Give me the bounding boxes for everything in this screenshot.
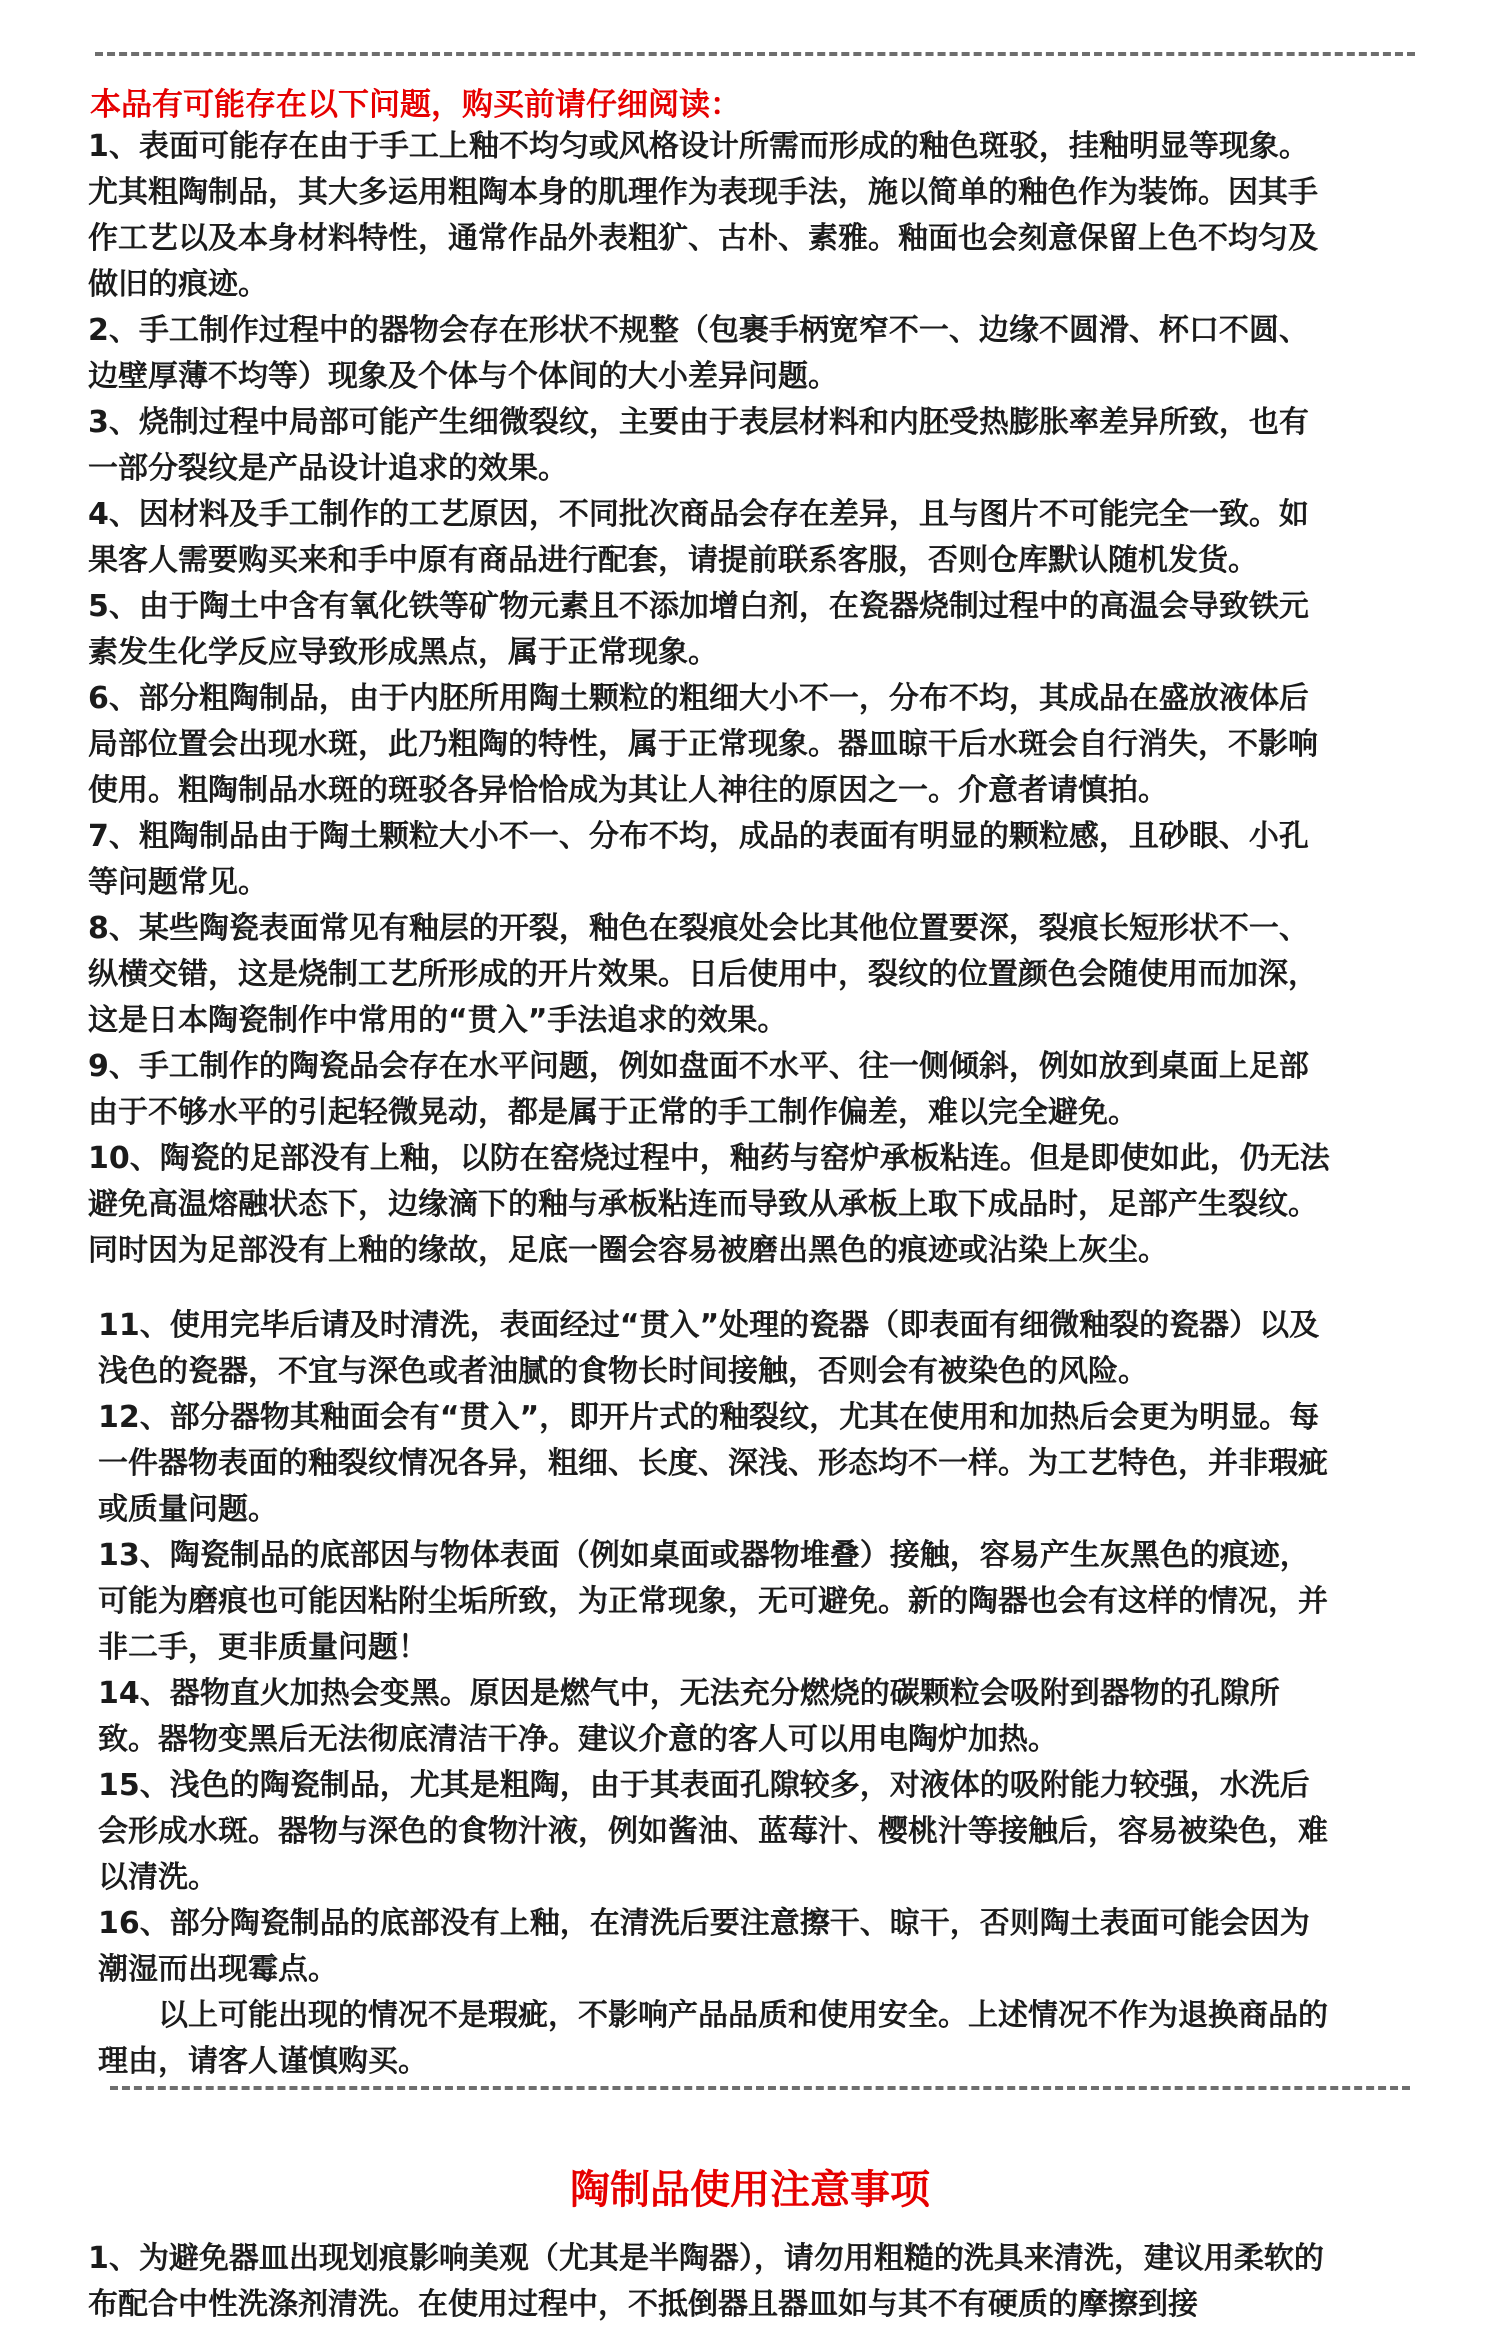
notice-items-part-two (98, 1303, 1338, 2085)
notice-item-9: 9、手工制作的陶瓷品会存在水平问题，例如盘面不水平、往一侧倾斜，例如放到桌面上足部由于不够水平的引起轻微晃动，都是属于正常的手工制作偏差，难以完全避免。 (88, 1049, 1309, 1130)
notice-item-2: 2、手工制作过程中的器物会存在形状不规整（包裹手柄宽窄不一、边缘不圆滑、杯口不圆、边壁厚薄不均等）现象及个体与个体间的大小差异问题。 (88, 313, 1309, 394)
notice-item-10: 10、陶瓷的足部没有上釉，以防在窑烧过程中，釉药与窑炉承板粘连。但是即使如此，仍无法避免高温熔融状态下，边缘滴下的釉与承板粘连而导致从承板上取下成品时，足部产生裂纹。同时因为足部没有上釉的缘故，足底一圈会容易被磨出黑色的痕迹或沾染上灰尘。 (88, 1141, 1330, 1268)
notice-item-1: 1、表面可能存在由于手工上釉不均匀或风格设计所需而形成的釉色斑驳，挂釉明显等现象。尤其粗陶制品，其大多运用粗陶本身的肌理作为表现手法，施以简单的釉色作为装饰。因其手作工艺以及本身材料特性，通常作品外表粗犷、古朴、素雅。釉面也会刻意保留上色不均匀及做旧的痕迹。 (88, 129, 1318, 302)
notice-item-3: 3、烧制过程中局部可能产生细微裂纹，主要由于表层材料和内胚受热膨胀率差异所致，也有一部分裂纹是产品设计追求的效果。 (88, 405, 1309, 486)
notice-heading: 本品有可能存在以下问题，购买前请仔细阅读： (90, 87, 741, 123)
notice-item-5: 5、由于陶土中含有氧化铁等矿物元素且不添加增白剂，在瓷器烧制过程中的高温会导致铁元素发生化学反应导致形成黑点，属于正常现象。 (88, 589, 1309, 670)
care-item-1: 1、为避免器皿出现划痕影响美观（尤其是半陶器），请勿用粗糙的洗具来清洗，建议用柔软的布配合中性洗涤剂清洗。在使用过程中，不抵倒器且器皿如与其不有硬质的摩擦到接 (88, 2241, 1324, 2322)
middle-divider (110, 2086, 1410, 2090)
notice-item-15: 15、浅色的陶瓷制品，尤其是粗陶，由于其表面孔隙较多，对液体的吸附能力较强，水洗后会形成水斑。器物与深色的食物汁液，例如酱油、蓝莓汁、樱桃汁等接触后，容易被染色，难以清洗。 (98, 1768, 1328, 1895)
notice-closing: 以上可能出现的情况不是瑕疵，不影响产品品质和使用安全。上述情况不作为退换商品的理由，请客人谨慎购买。 (98, 1998, 1328, 2079)
notice-items-part-one (88, 124, 1338, 1274)
care-items (88, 2236, 1338, 2328)
care-heading: 陶制品使用注意事项 (570, 2167, 930, 2213)
notice-item-4: 4、因材料及手工制作的工艺原因，不同批次商品会存在差异，且与图片不可能完全一致。如果客人需要购买来和手中原有商品进行配套，请提前联系客服，否则仓库默认随机发货。 (88, 497, 1309, 578)
notice-item-16: 16、部分陶瓷制品的底部没有上釉，在清洗后要注意擦干、晾干，否则陶土表面可能会因为潮湿而出现霉点。 (98, 1906, 1310, 1987)
notice-item-14: 14、器物直火加热会变黑。原因是燃气中，无法充分燃烧的碳颗粒会吸附到器物的孔隙所致。器物变黑后无法彻底清洁干净。建议介意的客人可以用电陶炉加热。 (98, 1676, 1280, 1757)
notice-item-12: 12、部分器物其釉面会有“贯入”，即开片式的釉裂纹，尤其在使用和加热后会更为明显。每一件器物表面的釉裂纹情况各异，粗细、长度、深浅、形态均不一样。为工艺特色，并非瑕疵或质量问题。 (98, 1400, 1328, 1527)
notice-item-6: 6、部分粗陶制品，由于内胚所用陶土颗粒的粗细大小不一，分布不均，其成品在盛放液体后局部位置会出现水斑，此乃粗陶的特性，属于正常现象。器皿晾干后水斑会自行消失，不影响使用。粗陶制品水斑的斑驳各异恰恰成为其让人神往的原因之一。介意者请慎拍。 (88, 681, 1318, 808)
notice-item-7: 7、粗陶制品由于陶土颗粒大小不一、分布不均，成品的表面有明显的颗粒感，且砂眼、小孔等问题常见。 (88, 819, 1309, 900)
top-divider (95, 52, 1415, 56)
notice-item-11: 11、使用完毕后请及时清洗，表面经过“贯入”处理的瓷器（即表面有细微釉裂的瓷器）以及浅色的瓷器，不宜与深色或者油腻的食物长时间接触，否则会有被染色的风险。 (98, 1308, 1320, 1389)
notice-item-13: 13、陶瓷制品的底部因与物体表面（例如桌面或器物堆叠）接触，容易产生灰黑色的痕迹，可能为磨痕也可能因粘附尘垢所致，为正常现象，无可避免。新的陶器也会有这样的情况，并非二手，更非质量问题！ (98, 1538, 1328, 1665)
notice-item-8: 8、某些陶瓷表面常见有釉层的开裂，釉色在裂痕处会比其他位置要深，裂痕长短形状不一、纵横交错，这是烧制工艺所形成的开片效果。日后使用中，裂纹的位置颜色会随使用而加深，这是日本陶瓷制作中常用的“贯入”手法追求的效果。 (88, 911, 1318, 1038)
